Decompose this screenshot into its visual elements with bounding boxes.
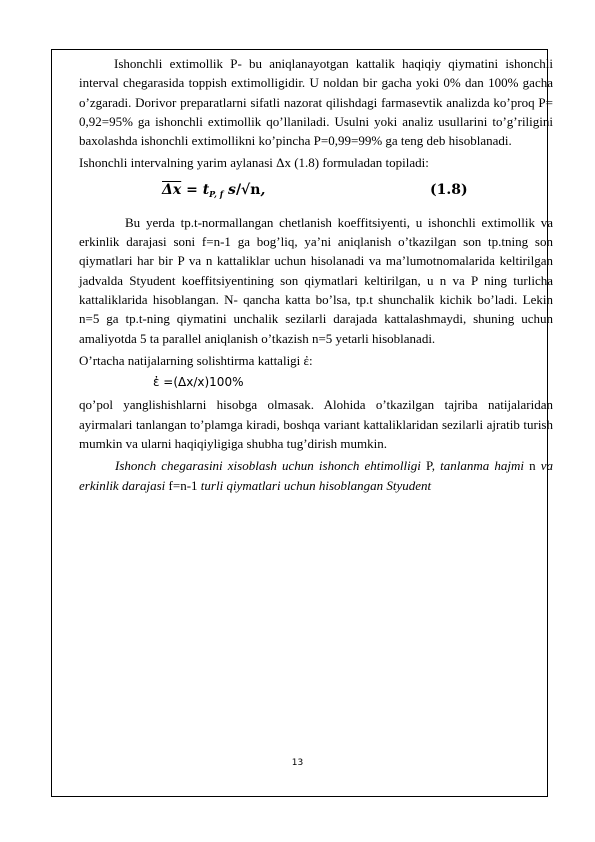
paragraph-gross-errors: qo’pol yanglishishlarni hisobga olmasak. Alohida o’tkazilgan tajriba natijalaridan ayirmalari tanlangan to’plamga kiradi, boshqa variant kattaliklaridan sezilarli ajratib turish mumkin va ularni haqiqiyligiga shubha tug’dirish mumkin.: [79, 397, 553, 452]
formula-number: (1.8): [430, 181, 468, 198]
formula-expression: $\overline{\Delta x} = t_{P, f}$ s/√n,: [162, 181, 266, 199]
paragraph-interval-intro: Ishonchli intervalning yarim aylanasi Δx (1.8) formuladan topiladi:: [79, 155, 429, 171]
page-number: 13: [291, 758, 304, 768]
paragraph-confidence-probability: Ishonchli extimollik P- bu aniqlanayotgan kattalik haqiqiy qiymatini ishonchli interval chegarasida toppish extimolligidir. U noldan bir gacha yoki 0% dan 100% gacha o’zgaradi. Dorivor preparatlarni sifatli nazorat qilishdagi farmasevtik analizda ko’proq P= 0,92=95% ga ishonchli extimollik qo’llaniladi. Usulni yoki analiz usullarini to’g’riligini baxolashda ishonchli extimollikni ko’pincha P=0,99=99% ga teng deb hisoblanadi.: [79, 56, 553, 149]
paragraph-relative-value: O’rtacha natijalarning solishtirma kattaligi ἐ:: [79, 352, 313, 368]
paragraph-student-coefficient: Bu yerda tp.t-normallangan chetlanish koeffitsiyenti, u ishonchli extimollik va erkinlik darajasi soni f=n-1 ga bog’liq, ya’ni aniqlanish o’tkazilgan son tp.tning son qiymatlari har bir P va n kattaliklar uchun hisolanadi va ma’lumotnomalarida keltirilgan jadvalda Styudent koeffitsiyentining son qiymatlari keltirilgan, u n va P ning turlicha kattaliklarida hisoblangan. N- qancha katta bo’lsa, tp.t shunchalik kichik bo’ladi. Lekin n=5 ga tp.t-ning qiymatini unchalik sezilarli darajada kattalashmaydi, shuning uchun amaliyotda 5 ta parallel aniqlanish o’tkazish n=5 yetarli hisoblanadi.: [79, 214, 553, 346]
paragraph-confidence-limits: Ishonch chegarasini xisoblash uchun ishonch ehtimolligi P, tanlanma hajmi n va erkinlik darajasi f=n-1 turli qiymatlari uchun hisoblangan Styudent: [79, 458, 553, 493]
formula-1-8: [79, 173, 553, 213]
epsilon-formula: ἐ =(Δx/x)100%: [153, 375, 244, 390]
document-body: [79, 54, 553, 495]
